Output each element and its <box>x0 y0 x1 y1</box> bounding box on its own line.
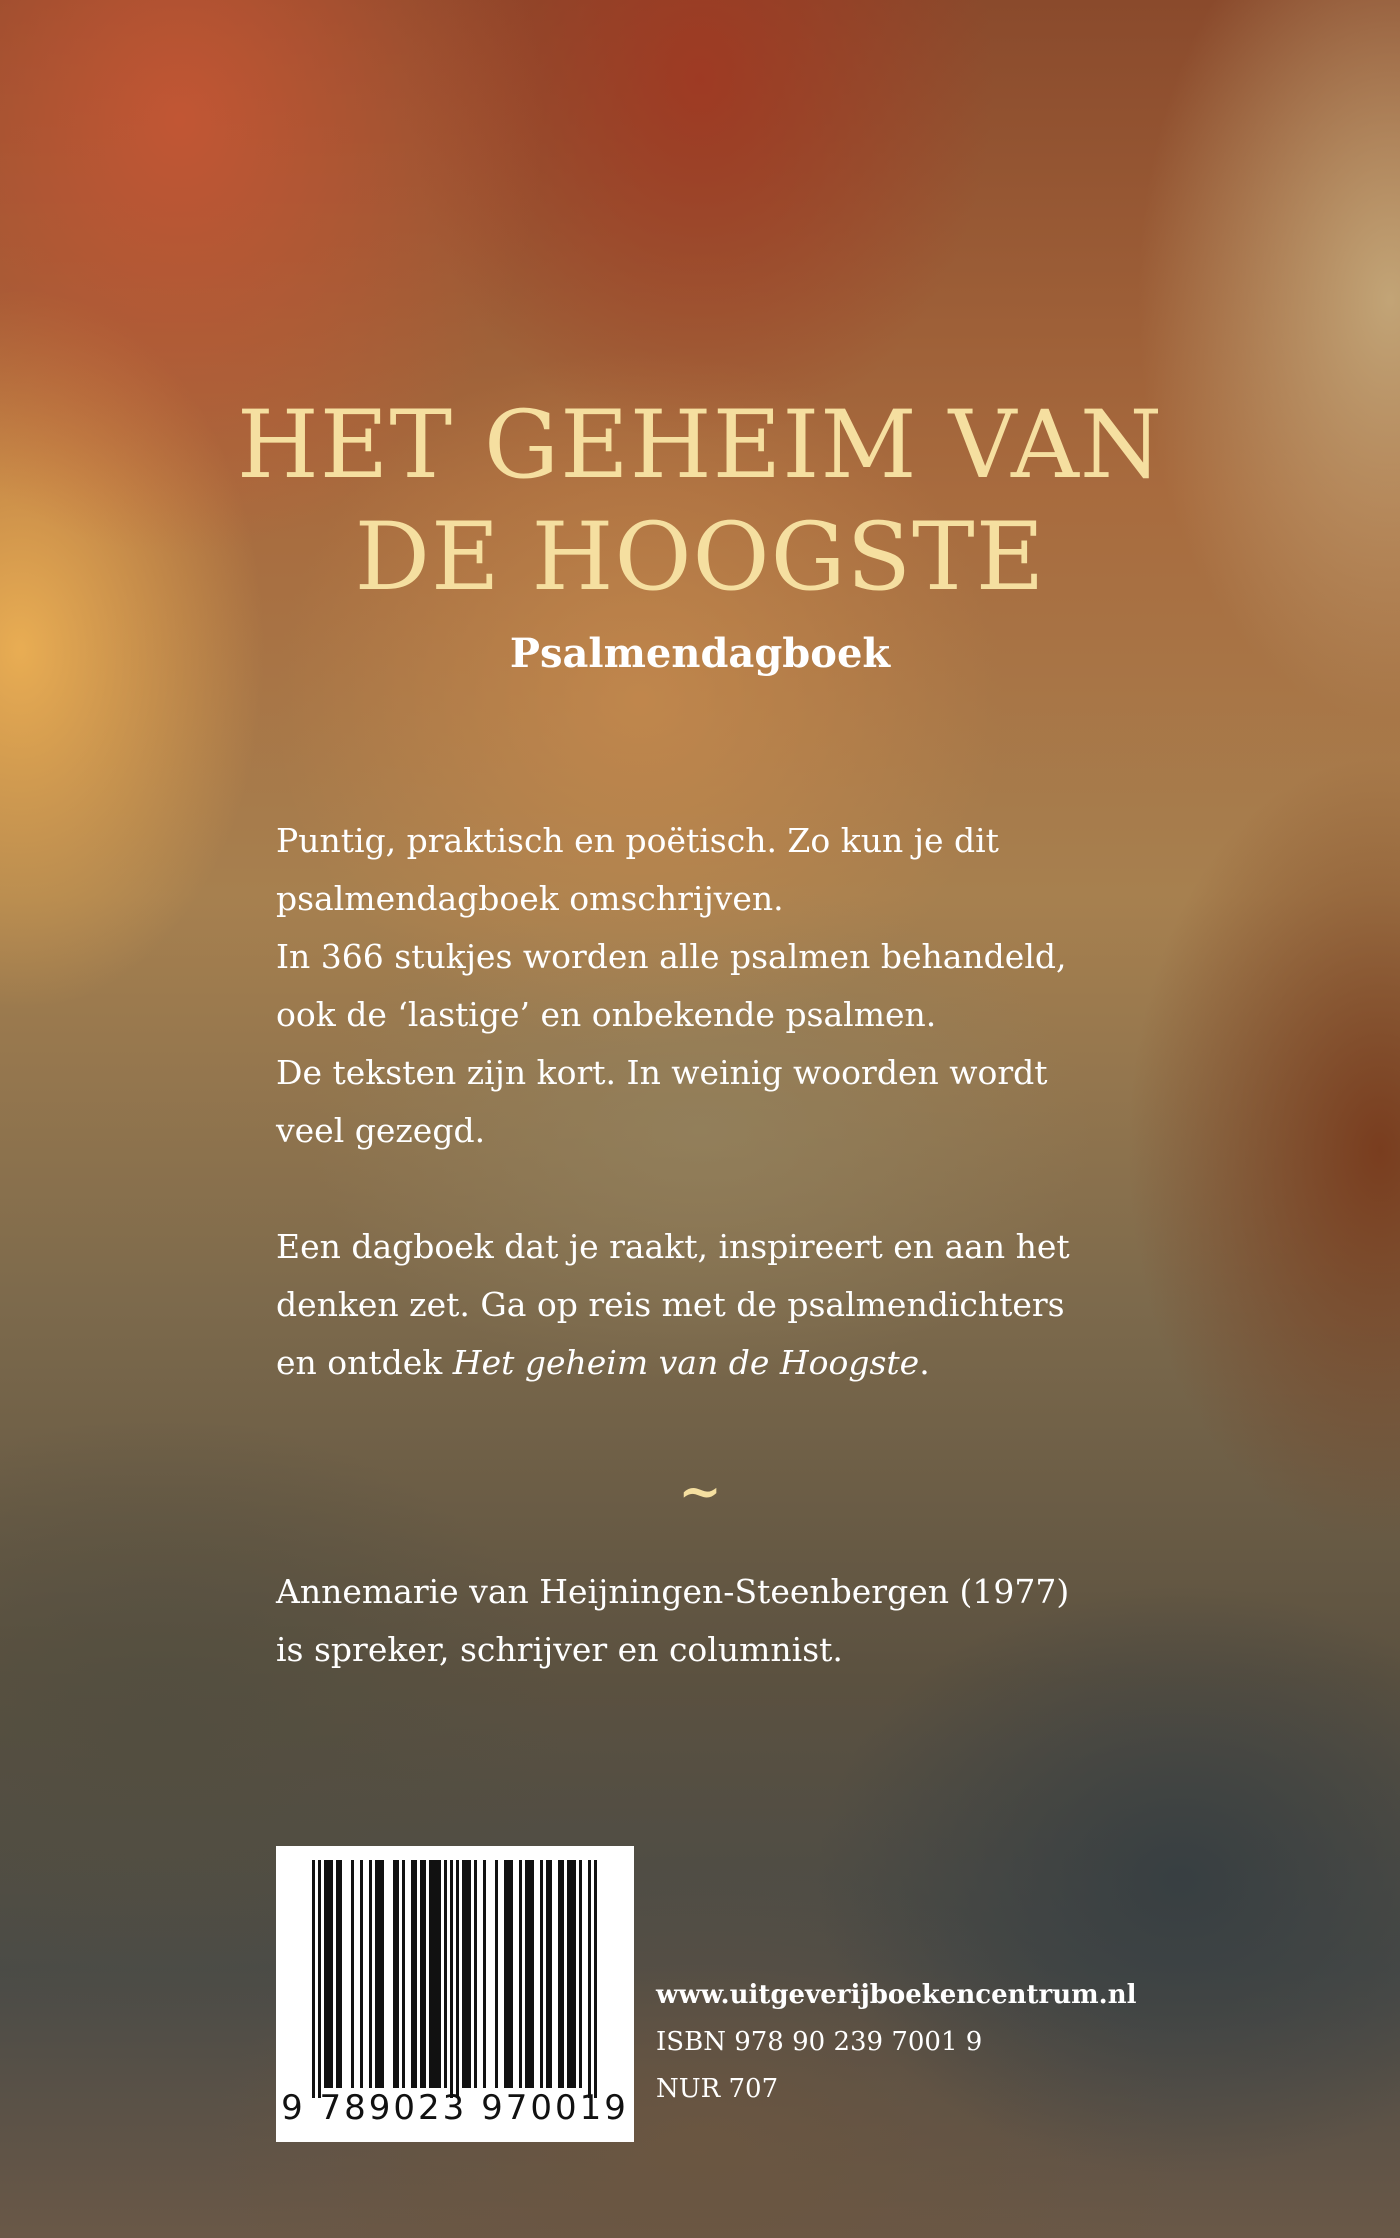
barcode-bar <box>402 1860 405 2088</box>
barcode-bar <box>438 1860 441 2088</box>
barcode-bar <box>369 1860 372 2088</box>
blurb-title-reference: Het geheim van de Hoogste <box>452 1343 920 1382</box>
barcode-bar <box>540 1860 543 2088</box>
blurb-line: ook de ‘lastige’ en onbekende psalmen. <box>276 995 937 1034</box>
barcode-bar <box>375 1860 378 2088</box>
barcode-bar <box>360 1860 363 2088</box>
barcode-bar <box>483 1860 486 2088</box>
barcode-bar <box>510 1860 513 2088</box>
book-subtitle: Psalmendagboek <box>509 630 891 677</box>
blurb-paragraph-1 <box>276 812 1156 1160</box>
barcode-bar <box>561 1860 564 2088</box>
barcode-bar <box>546 1860 549 2088</box>
blurb-paragraph-2 <box>276 1218 1156 1392</box>
publisher-url: www.uitgeverijboekencentrum.nl <box>656 1980 1137 2010</box>
barcode-bar <box>462 1860 465 2088</box>
barcode-bar <box>468 1860 471 2088</box>
barcode-bar <box>378 1860 381 2088</box>
isbn-barcode <box>276 1846 634 2142</box>
barcode-bar <box>495 1860 498 2088</box>
blurb-line: denken zet. Ga op reis met de psalmendichters <box>276 1285 1065 1324</box>
blurb-line: veel gezegd. <box>276 1111 486 1150</box>
book-title <box>200 390 1200 614</box>
barcode-bar <box>531 1860 534 2088</box>
barcode-bar <box>444 1860 447 2088</box>
barcode-bar <box>456 1860 459 2098</box>
barcode-bar <box>474 1860 477 2088</box>
barcode-bar <box>435 1860 438 2088</box>
barcode-bar <box>504 1860 507 2088</box>
barcode-bar <box>558 1860 561 2088</box>
barcode-bar <box>573 1860 576 2088</box>
barcode-bar <box>318 1860 321 2098</box>
nur-code: NUR 707 <box>656 2074 779 2104</box>
author-bio-line: is spreker, schrijver en columnist. <box>276 1630 843 1669</box>
barcode-bar <box>429 1860 432 2088</box>
barcode-bar <box>567 1860 570 2088</box>
section-divider: ~ <box>678 1461 722 1522</box>
author-bio-line: Annemarie van Heijningen-Steenbergen (1977) <box>276 1572 1070 1611</box>
barcode-bar <box>549 1860 552 2088</box>
blurb-line: Puntig, praktisch en poëtisch. Zo kun je dit <box>276 821 999 860</box>
barcode-bar <box>420 1860 423 2088</box>
barcode-bar <box>327 1860 330 2088</box>
barcode-bar <box>351 1860 354 2088</box>
barcode-bar <box>570 1860 573 2088</box>
blurb-line: Een dagboek dat je raakt, inspireert en aan het <box>276 1227 1070 1266</box>
book-title-line-2: DE HOOGSTE <box>354 503 1046 612</box>
barcode-bar <box>336 1860 339 2088</box>
barcode-bar <box>594 1860 597 2098</box>
barcode-bar <box>519 1860 522 2088</box>
book-title-line-1: HET GEHEIM VAN <box>236 391 1164 500</box>
barcode-bar <box>339 1860 342 2088</box>
blurb-text: en ontdek <box>276 1343 453 1382</box>
barcode-bar <box>465 1860 468 2088</box>
barcode-bar <box>588 1860 591 2098</box>
blurb-line: In 366 stukjes worden alle psalmen behandeld, <box>276 937 1067 976</box>
barcode-bar <box>312 1860 315 2098</box>
barcode-digits: 9 789023 970019 <box>281 2088 629 2128</box>
blurb-text: . <box>919 1343 930 1382</box>
publisher-info <box>656 1972 1216 2113</box>
barcode-bar <box>528 1860 531 2088</box>
barcode-bar <box>324 1860 327 2088</box>
barcode-bar <box>579 1860 582 2088</box>
barcode-bar <box>393 1860 396 2088</box>
barcode-bar <box>396 1860 399 2088</box>
blurb-line: De teksten zijn kort. In weinig woorden wordt <box>276 1053 1048 1092</box>
barcode-bar <box>432 1860 435 2088</box>
isbn-number: ISBN 978 90 239 7001 9 <box>656 2027 983 2057</box>
barcode-bar <box>507 1860 510 2088</box>
barcode-bar <box>414 1860 417 2088</box>
blurb-line: psalmendagboek omschrijven. <box>276 879 784 918</box>
barcode-bar <box>381 1860 384 2088</box>
barcode-bar <box>330 1860 333 2088</box>
barcode-bar <box>450 1860 453 2098</box>
barcode-bar <box>525 1860 528 2088</box>
author-bio <box>276 1563 1176 1679</box>
barcode-bar <box>411 1860 414 2088</box>
barcode-bar <box>423 1860 426 2088</box>
book-blurb <box>276 812 1156 1392</box>
blurb-line <box>276 1334 1156 1392</box>
